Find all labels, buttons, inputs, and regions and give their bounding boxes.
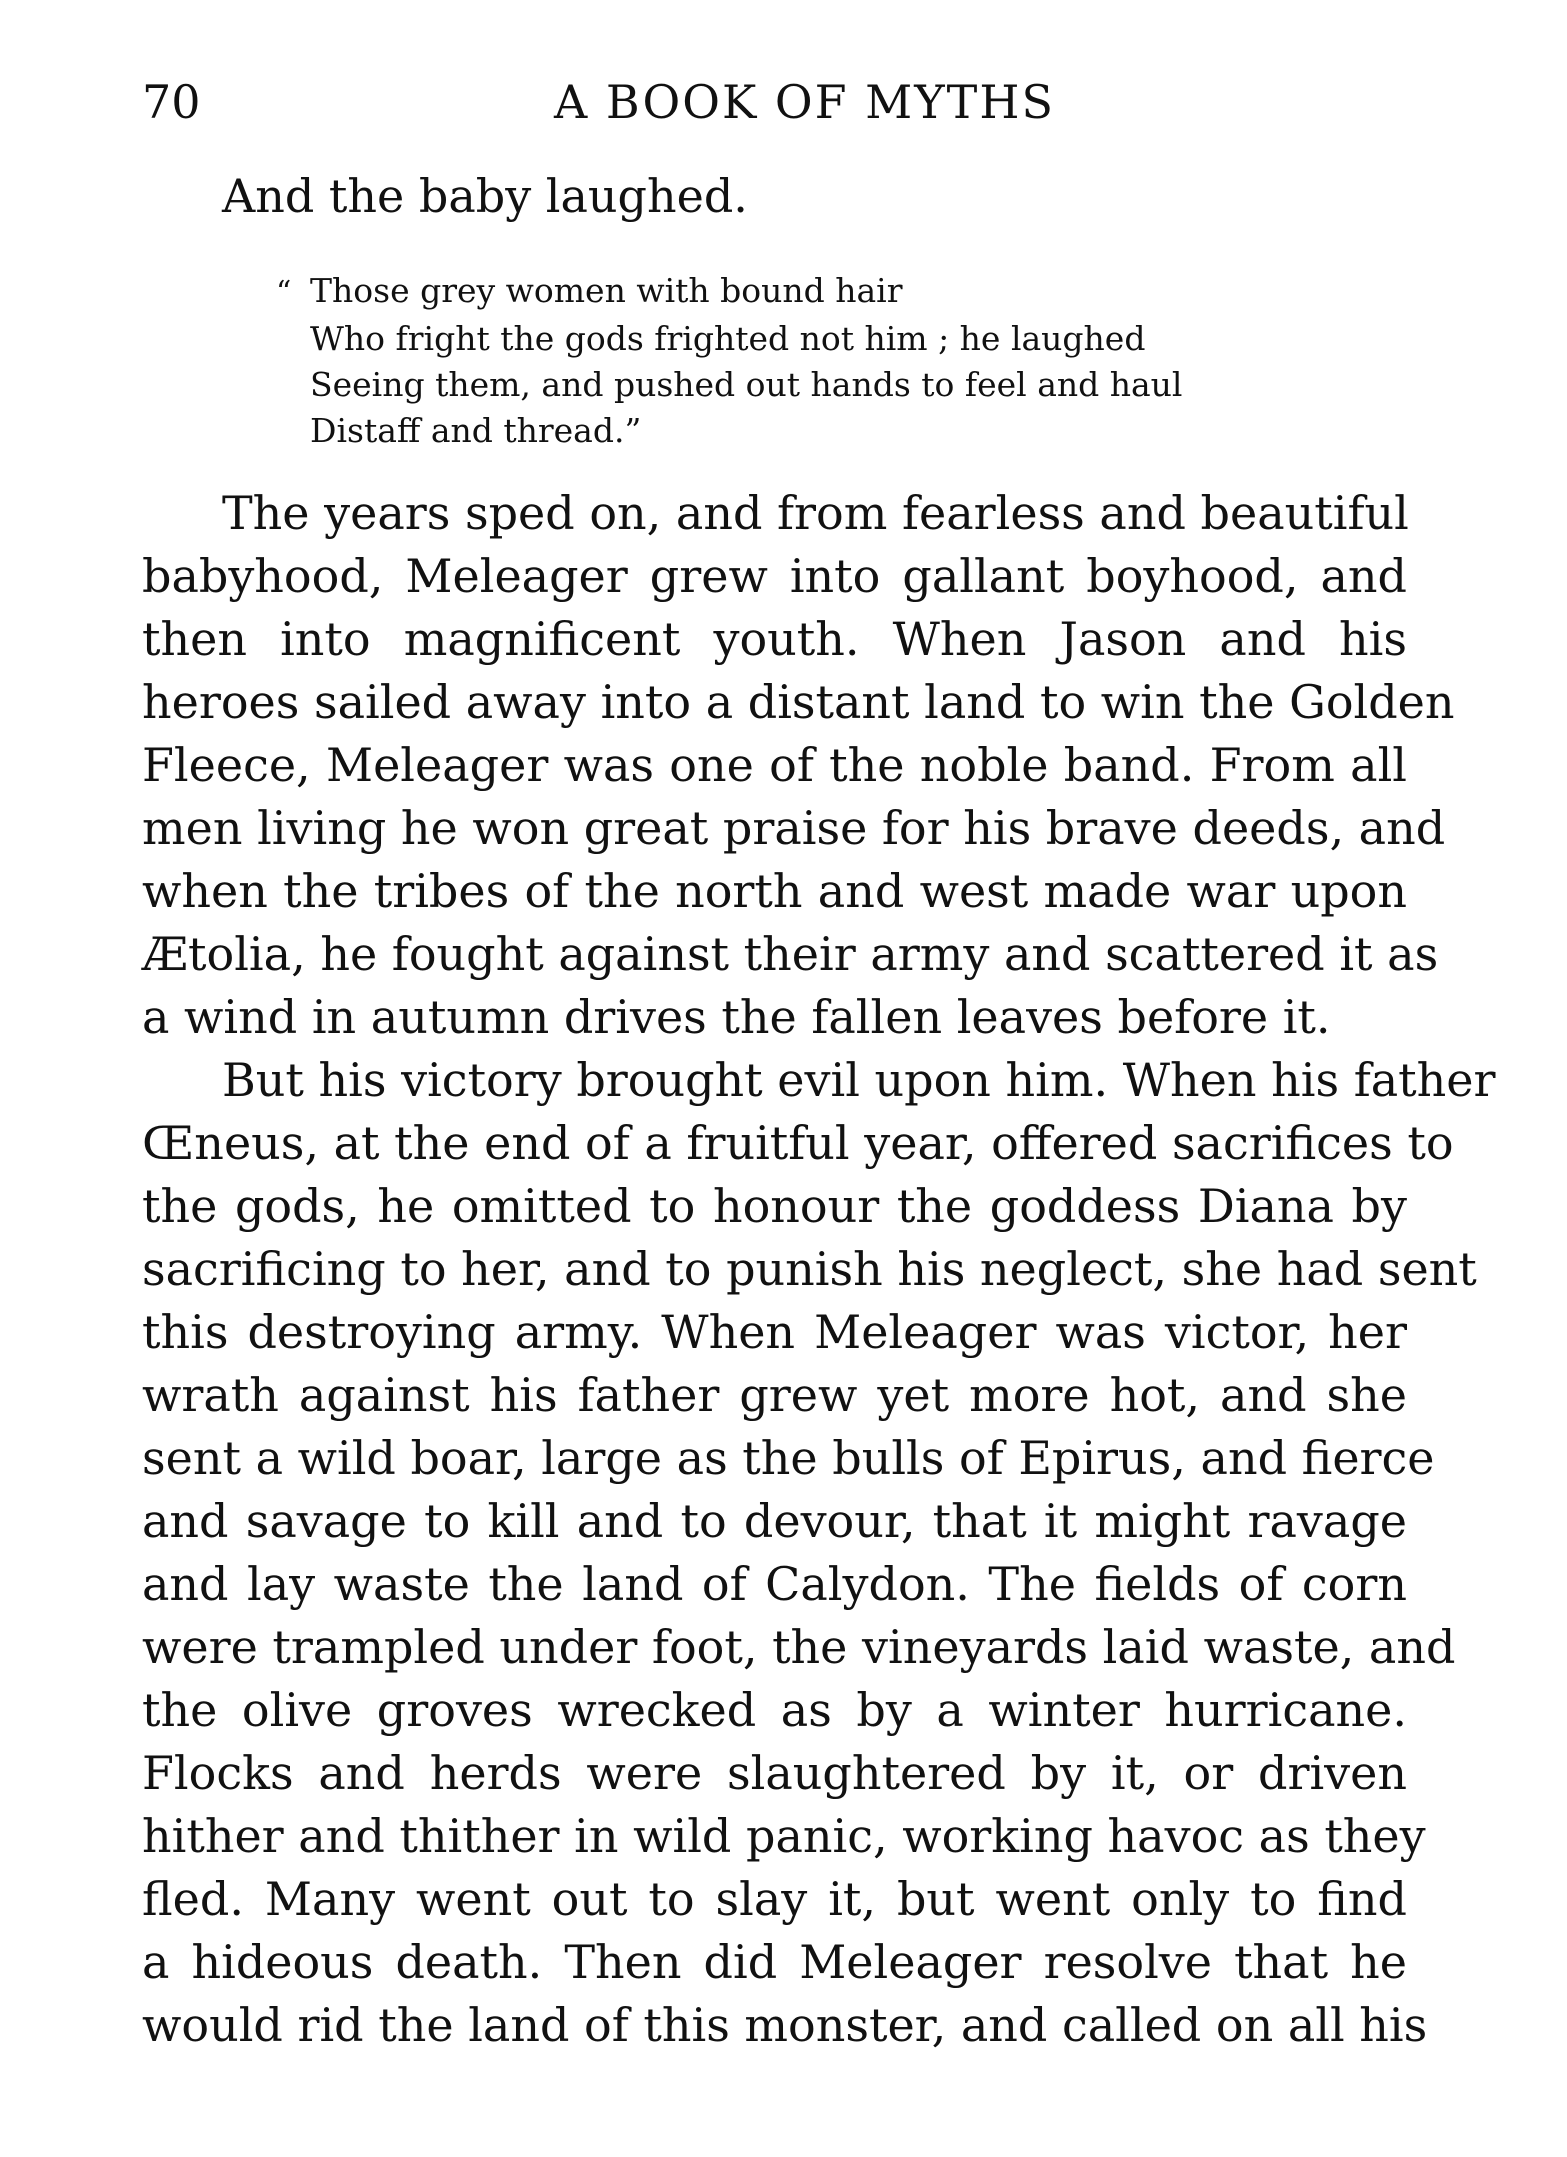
page-number: 70 <box>142 75 201 129</box>
text-line: the gods, he omitted to honour the goddess Diana by <box>142 1179 1407 1233</box>
text-line: Ætolia, he fought against their army and scattered it as <box>142 927 1439 981</box>
text-line: sent a wild boar, large as the bulls of Epirus, and fierce <box>142 1431 1435 1485</box>
text-line: Fleece, Meleager was one of the noble band. From all <box>142 738 1407 792</box>
text-line: Flocks and herds were slaughtered by it, or driven <box>142 1746 1407 1800</box>
text-line: men living he won great praise for his brave deeds, and <box>142 801 1446 855</box>
body-text <box>142 482 1496 2057</box>
text-line: fled. Many went out to slay it, but went only to find <box>142 1872 1407 1926</box>
text-line: hither and thither in wild panic, working havoc as they <box>142 1809 1426 1863</box>
open-quote: “ <box>276 275 292 310</box>
text-line: and lay waste the land of Calydon. The fields of corn <box>142 1557 1407 1611</box>
text-line: would rid the land of this monster, and called on all his <box>142 1998 1428 2052</box>
text-line: wrath against his father grew yet more hot, and she <box>142 1368 1407 1422</box>
text-line: Œneus, at the end of a fruitful year, offered sacrifices to <box>142 1116 1454 1170</box>
paragraph-1 <box>142 482 1455 1049</box>
running-head <box>142 72 1407 132</box>
lead-line: And the baby laughed. <box>222 169 748 223</box>
paragraph-2 <box>142 1049 1496 2057</box>
verse-line-text: Those grey women with bound hair <box>310 271 903 310</box>
text-line: The years sped on, and from fearless and beautiful <box>222 486 1409 540</box>
verse-line <box>276 268 1226 316</box>
text-line: were trampled under foot, the vineyards laid waste, and <box>142 1620 1456 1674</box>
text-line: when the tribes of the north and west made war upon <box>142 864 1407 918</box>
text-line: a wind in autumn drives the fallen leaves before it. <box>142 990 1331 1044</box>
text-line: But his victory brought evil upon him. When his father <box>222 1053 1496 1107</box>
text-line: this destroying army. When Meleager was victor, her <box>142 1305 1407 1359</box>
verse-line: Seeing them, and pushed out hands to feel and haul <box>310 365 1183 404</box>
book-title: A BOOK OF MYTHS <box>554 75 1055 129</box>
text-line: and savage to kill and to devour, that it might ravage <box>142 1494 1407 1548</box>
text-line: babyhood, Meleager grew into gallant boyhood, and <box>142 549 1407 603</box>
text-line: heroes sailed away into a distant land to win the Golden <box>142 675 1455 729</box>
verse-line: Who fright the gods frighted not him ; he laughed <box>310 319 1146 358</box>
text-line: sacrificing to her, and to punish his neglect, she had sent <box>142 1242 1477 1296</box>
text-line: then into magnificent youth. When Jason and his <box>142 612 1407 666</box>
text-line: the olive groves wrecked as by a winter hurricane. <box>142 1683 1407 1737</box>
verse-quotation <box>276 268 1226 454</box>
verse-line: Distaff and thread.” <box>310 411 642 450</box>
text-line: a hideous death. Then did Meleager resolve that he <box>142 1935 1407 1989</box>
